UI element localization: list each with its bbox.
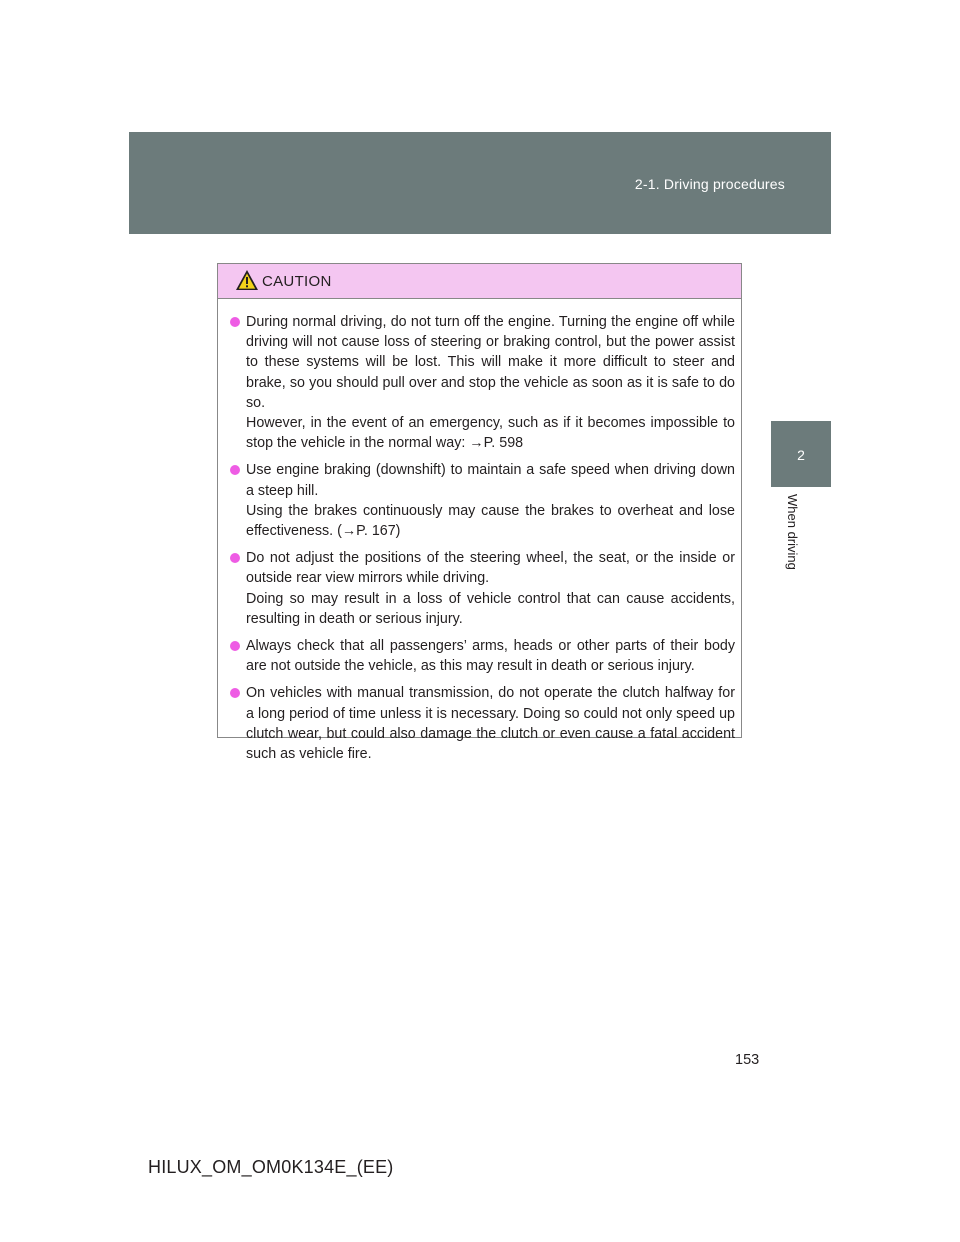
caution-paragraph: Doing so may result in a loss of vehicle control that can cause accidents, resulting in death or serious injury. <box>246 590 735 627</box>
caution-item <box>230 460 735 541</box>
document-code: HILUX_OM_OM0K134E_(EE) <box>148 1157 394 1177</box>
caution-paragraph: On vehicles with manual transmission, do not operate the clutch halfway for a long period of time unless it is necessary. Doing so could not only speed up clutch wear, but could also damage the clutch or even cause a fatal accident such as vehicle fire. <box>246 685 735 763</box>
caution-paragraph: Always check that all passengers’ arms, heads or other parts of their body are not outside the vehicle, as this may result in death or serious injury. <box>246 638 735 675</box>
page-number: 153 <box>735 1052 760 1068</box>
caution-paragraph: Use engine braking (downshift) to maintain a safe speed when driving down a steep hill. <box>246 462 735 499</box>
caution-paragraph: However, in the event of an emergency, such as if it becomes impossible to stop the vehicle in the normal way: →P. 598 <box>246 415 735 452</box>
chapter-number: 2 <box>797 447 805 463</box>
caution-header <box>218 264 741 299</box>
caution-body <box>218 299 741 764</box>
bullet-dot-icon <box>230 641 240 651</box>
warning-triangle-icon <box>235 269 259 291</box>
caution-paragraph: During normal driving, do not turn off the engine. Turning the engine off while driving will not cause loss of steering or braking control, but the power assist to these systems will be lost. This will make it more difficult to steer and brake, so you should pull over and stop the vehicle as soon as it is safe to do so. <box>246 314 735 411</box>
caution-paragraph: Using the brakes continuously may cause the brakes to overheat and lose effectiveness. (→P. 167) <box>246 502 735 540</box>
caution-paragraph: Do not adjust the positions of the steering wheel, the seat, or the inside or outside rear view mirrors while driving. <box>246 550 735 587</box>
bullet-dot-icon <box>230 553 240 563</box>
caution-box <box>217 263 742 763</box>
bullet-dot-icon <box>230 317 240 327</box>
caution-title: CAUTION <box>262 273 332 290</box>
bullet-dot-icon <box>230 465 240 475</box>
chapter-side-label <box>769 488 831 608</box>
chapter-tab <box>771 421 831 487</box>
caution-item <box>230 312 735 453</box>
caution-item <box>230 548 735 629</box>
caution-item <box>230 683 735 764</box>
caution-item <box>230 636 735 676</box>
chapter-label: When driving <box>785 494 800 570</box>
bullet-dot-icon <box>230 688 240 698</box>
section-header-band <box>129 132 831 234</box>
section-title: 2-1. Driving procedures <box>634 176 785 192</box>
